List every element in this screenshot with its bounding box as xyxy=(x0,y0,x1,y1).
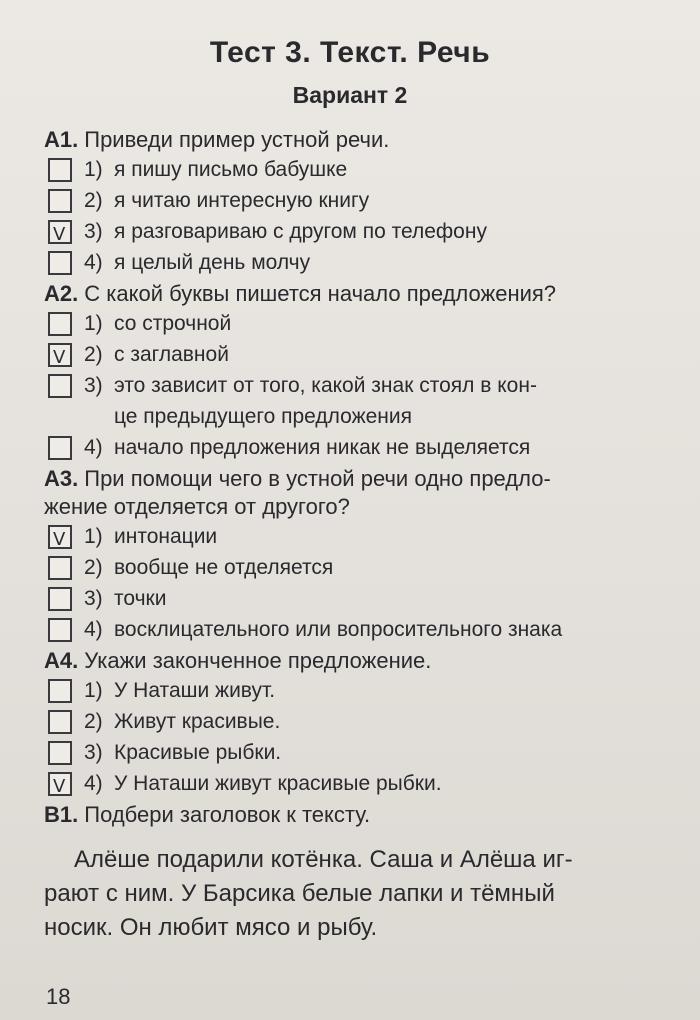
option-text-line: це предыдущего предложения xyxy=(114,405,412,428)
answer-option xyxy=(44,370,674,432)
questions-container xyxy=(44,124,674,945)
checkbox[interactable] xyxy=(48,710,72,734)
checked-checkbox[interactable] xyxy=(48,343,72,367)
answer-option xyxy=(44,432,674,463)
checkbox[interactable] xyxy=(48,556,72,580)
option-text-line: точки xyxy=(114,587,167,610)
question-2 xyxy=(44,280,674,308)
option-number: 4) xyxy=(84,436,103,459)
question-number: В1. xyxy=(44,802,79,827)
option-number: 2) xyxy=(84,710,103,733)
option-text xyxy=(114,737,674,768)
option-text-line: я пишу письмо бабушке xyxy=(114,158,348,181)
option-text xyxy=(114,216,674,247)
checked-checkbox[interactable] xyxy=(48,772,72,796)
option-text-line: интонации xyxy=(114,525,218,548)
option-text xyxy=(114,154,674,185)
option-text xyxy=(114,308,674,339)
question-5 xyxy=(44,801,674,829)
question-text: При помощи чего в устной речи одно предло- xyxy=(84,466,551,491)
checkbox[interactable] xyxy=(48,374,72,398)
answer-option xyxy=(44,675,674,706)
answer-option xyxy=(44,216,674,247)
answer-option xyxy=(44,583,674,614)
option-text-line: У Наташи живут. xyxy=(114,679,276,702)
checked-checkbox[interactable] xyxy=(48,525,72,549)
option-text xyxy=(114,432,674,463)
passage-line: рают с ним. У Барсика белые лапки и тёмный xyxy=(44,880,555,907)
question-text: С какой буквы пишется начало предложения? xyxy=(84,281,557,306)
question-text: Приведи пример устной речи. xyxy=(84,127,390,152)
option-number: 1) xyxy=(84,679,103,702)
checkbox[interactable] xyxy=(48,587,72,611)
option-text-line: У Наташи живут красивые рыбки. xyxy=(114,772,442,795)
option-text-line: начало предложения никак не выделяется xyxy=(114,436,531,459)
option-text-line: Красивые рыбки. xyxy=(114,741,282,764)
checkbox[interactable] xyxy=(48,189,72,213)
question-number: А2. xyxy=(44,281,79,306)
option-number: 3) xyxy=(84,741,103,764)
checkbox[interactable] xyxy=(48,158,72,182)
option-number: 1) xyxy=(84,312,103,335)
page-title: Тест 3. Текст. Речь xyxy=(209,36,491,69)
option-text-line: с заглавной xyxy=(114,343,229,366)
option-text-line: я целый день молчу xyxy=(114,251,311,274)
option-number: 4) xyxy=(84,772,103,795)
page-number: 18 xyxy=(46,984,71,1009)
checkbox[interactable] xyxy=(48,741,72,765)
checked-checkbox[interactable] xyxy=(48,220,72,244)
option-text xyxy=(114,339,674,370)
option-number: 3) xyxy=(84,220,103,243)
variant-heading: Вариант 2 xyxy=(292,82,408,108)
answer-option xyxy=(44,308,674,339)
question-1 xyxy=(44,126,674,154)
option-number: 4) xyxy=(84,618,103,641)
question-3 xyxy=(44,465,674,521)
answer-option xyxy=(44,247,674,278)
checkbox[interactable] xyxy=(48,312,72,336)
passage-line: Алёше подарили котёнка. Саша и Алёша иг- xyxy=(74,846,573,873)
option-text-line: я разговариваю с другом по телефону xyxy=(114,220,487,243)
option-number: 1) xyxy=(84,525,103,548)
option-number: 2) xyxy=(84,556,103,579)
option-text xyxy=(114,706,674,737)
question-text-continued: жение отделяется от другого? xyxy=(44,494,350,519)
option-text-line: со строчной xyxy=(114,312,232,335)
option-number: 3) xyxy=(84,374,103,397)
answer-option xyxy=(44,185,674,216)
checkbox[interactable] xyxy=(48,618,72,642)
option-text xyxy=(114,521,674,552)
checkbox[interactable] xyxy=(48,436,72,460)
option-number: 2) xyxy=(84,189,103,212)
answer-option xyxy=(44,154,674,185)
option-text-line: вообще не отделяется xyxy=(114,556,334,579)
option-number: 2) xyxy=(84,343,103,366)
question-number: А1. xyxy=(44,127,79,152)
text-passage xyxy=(44,843,672,945)
question-4 xyxy=(44,647,674,675)
option-text xyxy=(114,185,674,216)
option-text xyxy=(114,370,674,432)
option-text xyxy=(114,247,674,278)
answer-option xyxy=(44,339,674,370)
option-text-line: восклицательного или вопросительного знака xyxy=(114,618,563,641)
question-number: А3. xyxy=(44,466,79,491)
option-text xyxy=(114,768,674,799)
option-number: 3) xyxy=(84,587,103,610)
option-text xyxy=(114,675,674,706)
option-text-line: это зависит от того, какой знак стоял в кон- xyxy=(114,374,537,397)
question-number: А4. xyxy=(44,648,79,673)
option-text xyxy=(114,552,674,583)
passage-line: носик. Он любит мясо и рыбу. xyxy=(44,914,378,941)
answer-option xyxy=(44,706,674,737)
option-text-line: я читаю интересную книгу xyxy=(114,189,370,212)
answer-option xyxy=(44,521,674,552)
checkbox[interactable] xyxy=(48,251,72,275)
option-text xyxy=(114,614,674,645)
answer-option xyxy=(44,737,674,768)
answer-option xyxy=(44,768,674,799)
option-text-line: Живут красивые. xyxy=(114,710,281,733)
answer-option xyxy=(44,614,674,645)
option-number: 4) xyxy=(84,251,103,274)
question-text: Подбери заголовок к тексту. xyxy=(84,802,371,827)
checkbox[interactable] xyxy=(48,679,72,703)
option-text xyxy=(114,583,674,614)
option-number: 1) xyxy=(84,158,103,181)
question-text: Укажи законченное предложение. xyxy=(84,648,432,673)
answer-option xyxy=(44,552,674,583)
